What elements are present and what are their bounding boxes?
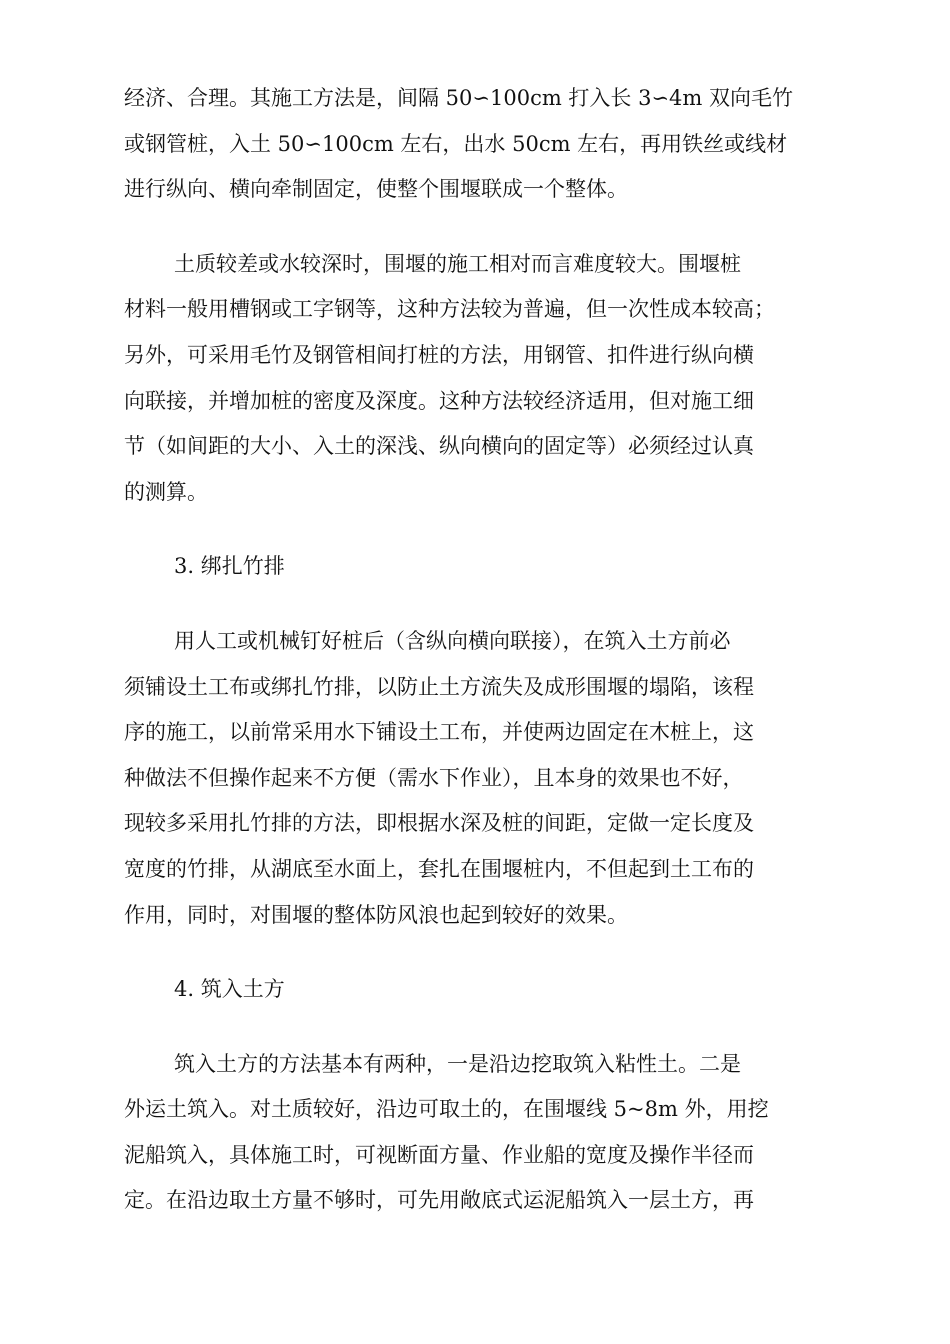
text-line: 或钢管桩，入土 50∽100cm 左右，出水 50cm 左右，再用铁丝或线材 — [124, 131, 788, 156]
section-heading-earth-fill: 4. 筑入土方 — [174, 977, 285, 1002]
paragraph-bamboo-raft — [124, 619, 834, 938]
section-heading-bamboo-raft: 3. 绑扎竹排 — [174, 554, 285, 579]
text-line: 进行纵向、横向牵制固定，使整个围堰联成一个整体。 — [124, 177, 628, 202]
text-line: 向联接，并增加桩的密度及深度。这种方法较经济适用，但对施工细 — [124, 388, 754, 413]
paragraph-poor-soil — [124, 242, 834, 516]
text-line: 节（如间距的大小、入土的深浅、纵向横向的固定等）必须经过认真 — [124, 434, 754, 459]
text-line: 作用，同时，对围堰的整体防风浪也起到较好的效果。 — [124, 902, 628, 927]
text-line: 土质较差或水较深时，围堰的施工相对而言难度较大。围堰桩 — [174, 251, 741, 276]
text-line: 经济、合理。其施工方法是，间隔 50∽100cm 打入长 3∽4m 双向毛竹 — [124, 86, 794, 110]
text-line: 另外，可采用毛竹及钢管相间打桩的方法，用钢管、扣件进行纵向横 — [124, 342, 754, 367]
text-line: 泥船筑入，具体施工时，可视断面方量、作业船的宽度及操作半径而 — [124, 1142, 754, 1167]
text-line: 筑入土方的方法基本有两种，一是沿边挖取筑入粘性土。二是 — [174, 1051, 741, 1076]
text-line: 现较多采用扎竹排的方法，即根据水深及桩的间距，定做一定长度及 — [124, 811, 754, 836]
text-line: 种做法不但操作起来不方便（需水下作业），且本身的效果也不好， — [124, 765, 744, 790]
text-line: 的测算。 — [124, 479, 208, 504]
document-page — [124, 76, 834, 1253]
text-line: 材料一般用槽钢或工字钢等，这种方法较为普遍，但一次性成本较高； — [124, 297, 775, 322]
text-line: 定。在沿边取土方量不够时，可先用敞底式运泥船筑入一层土方，再 — [124, 1188, 754, 1213]
text-line: 用人工或机械钉好桩后（含纵向横向联接），在筑入土方前必 — [174, 628, 731, 653]
text-line: 外运土筑入。对土质较好，沿边可取土的，在围堰线 5~8m 外，用挖 — [124, 1097, 769, 1122]
text-line: 序的施工，以前常采用水下铺设土工布，并使两边固定在木桩上，这 — [124, 720, 754, 745]
text-line: 宽度的竹排，从湖底至水面上，套扎在围堰桩内，不但起到土工布的 — [124, 856, 754, 881]
text-line: 须铺设土工布或绑扎竹排，以防止土方流失及成形围堰的塌陷，该程 — [124, 674, 754, 699]
paragraph-construction-method — [124, 76, 834, 213]
paragraph-earth-fill — [124, 1042, 834, 1224]
